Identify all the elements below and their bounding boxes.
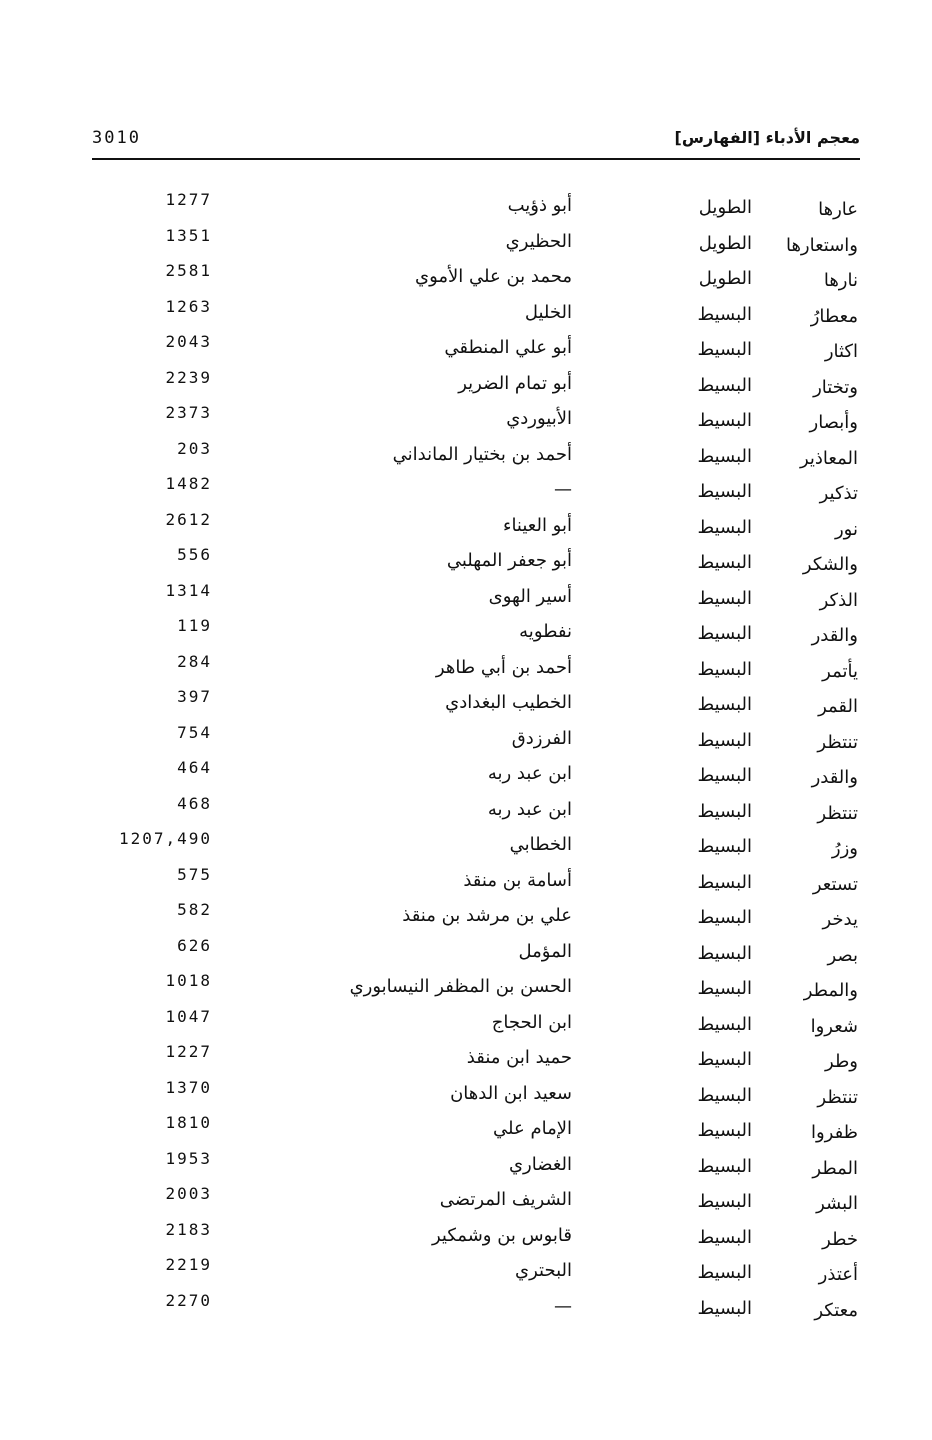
poetic-meter: البسيط [697,1120,752,1141]
header-rule [92,158,860,160]
page-reference: 2239 [165,367,212,387]
table-row [92,510,862,546]
rhyme-word: والقدر [811,767,858,788]
poet-name: أحمد بن بختيار المانداني [392,443,572,465]
poet-name: الحظيري [505,230,572,252]
poetic-meter: البسيط [697,658,752,680]
rhyme-word: ظفروا [810,1122,858,1143]
table-row [92,261,862,297]
poet-name: الخطابي [509,834,572,855]
poetic-meter: البسيط [697,1191,752,1212]
table-row [92,545,862,581]
page-reference: 754 [177,722,212,742]
poet-name: ابن عبد ربه [487,763,572,784]
rhyme-word: اكثار [824,341,858,362]
rhyme-word: تنتظر [817,802,858,824]
poetic-meter: البسيط [697,587,752,609]
poetic-meter: البسيط [697,765,752,786]
table-row [92,1113,862,1149]
poetic-meter: البسيط [697,1226,752,1248]
page-reference: 1207,490 [118,829,212,848]
page-reference: 1314 [165,580,212,600]
poet-name: الشريف المرتضى [439,1189,572,1210]
rhyme-word: معتكر [814,1299,858,1321]
poetic-meter: البسيط [697,729,752,751]
poet-name: أبو جعفر المهلبي [446,550,572,571]
rhyme-word: نارها [823,270,858,291]
rhyme-word: والشكر [802,554,858,575]
rhyme-word: والمطر [803,980,858,1001]
poet-name: ابن عبد ربه [487,798,572,820]
poet-name: أبو ذؤيب [507,195,572,216]
page-reference: 1953 [165,1148,212,1168]
table-row [92,1007,862,1043]
page-reference: 284 [177,651,212,671]
poet-name: أسير الهوى [488,585,572,607]
poetic-meter: البسيط [697,374,752,396]
poetic-meter: البسيط [697,907,752,928]
running-title: معجم الأدباء [الفهارس] [674,128,860,147]
poetic-meter: البسيط [697,1049,752,1070]
rhyme-word: شعروا [810,1015,858,1037]
poetic-meter: البسيط [697,1084,752,1106]
poet-name: حميد ابن منقذ [466,1047,572,1068]
table-row [92,687,862,723]
table-row [92,1149,862,1185]
table-row [92,616,862,652]
table-row [92,971,862,1007]
poetic-meter: البسيط [697,303,752,325]
rhyme-word: وتختار [813,376,858,398]
rhyme-word: تنتظر [817,1086,858,1108]
page-header [92,128,860,160]
poet-name: سعيد ابن الدهان [450,1082,572,1104]
rhyme-word: المعاذير [799,447,858,469]
poet-name: الفرزدق [511,727,572,749]
poet-name: الحسن بن المظفر النيسابوري [349,976,572,997]
page-reference: 203 [177,438,212,458]
poetic-meter: البسيط [697,445,752,467]
poetic-meter: البسيط [697,552,752,573]
table-row [92,190,862,226]
poet-name: المؤمل [518,940,572,962]
poet-name: الخطيب البغدادي [445,692,572,713]
page-reference: 2581 [165,261,212,280]
page-reference: 2219 [165,1255,212,1274]
poetic-meter: الطويل [698,232,752,254]
page-reference: 582 [177,900,212,919]
page-number: 3010 [92,128,141,148]
page-reference: 2373 [165,403,212,422]
poetic-meter: البسيط [697,481,752,502]
page-reference: 397 [177,687,212,706]
page-reference: 1810 [165,1113,212,1132]
table-row [92,297,862,333]
poetic-meter: البسيط [697,623,752,644]
rhyme-word: والقدر [811,625,858,646]
rhyme-word: عارها [818,199,858,220]
page-reference: 1351 [165,225,212,245]
poet-name: علي بن مرشد بن منقذ [402,905,572,926]
page-reference: 1263 [165,296,212,316]
rhyme-word: الذكر [819,589,858,611]
rhyme-word: البشر [816,1193,858,1214]
poetic-meter: البسيط [697,942,752,964]
poet-name: الغضاري [508,1153,572,1175]
rhyme-word: بصر [827,944,858,966]
poet-name: البحتري [515,1260,572,1281]
rhyme-word: تستعر [812,873,858,895]
rhyme-word: نور [834,518,858,540]
page-reference: 1047 [165,1006,212,1026]
table-row [92,723,862,759]
poetic-meter: البسيط [697,1297,752,1319]
poet-name: قابوس بن وشمكير [431,1224,572,1246]
poet-name: الأبيوردي [506,408,572,429]
table-row [92,439,862,475]
poetic-meter: البسيط [697,694,752,715]
poet-name: نفطويه [519,621,572,642]
table-row [92,403,862,439]
table-row [92,936,862,972]
poetic-meter: البسيط [697,871,752,893]
poet-name: أبو العيناء [502,514,572,536]
page-reference: 2270 [165,1290,212,1310]
table-row [92,1255,862,1291]
poet-name: أبو تمام الضرير [458,372,572,394]
table-row [92,332,862,368]
verse-index-table [92,190,862,1326]
table-row [92,1184,862,1220]
table-row [92,1078,862,1114]
poetic-meter: البسيط [697,800,752,822]
poet-name: — [554,1295,572,1317]
poetic-meter: البسيط [697,1262,752,1283]
rhyme-word: وزرُ [831,838,858,859]
rhyme-word: معطارُ [810,305,858,327]
poetic-meter: البسيط [697,978,752,999]
page-reference: 2183 [165,1219,212,1239]
poet-name: أبو علي المنطقي [444,337,572,358]
page-reference: 468 [177,793,212,813]
poetic-meter: البسيط [697,410,752,431]
page-reference: 119 [177,616,212,635]
rhyme-word: خطر [822,1228,858,1250]
poet-name: الخليل [524,301,572,323]
poet-name: ابن الحجاج [491,1011,572,1033]
table-row [92,829,862,865]
table-row [92,1220,862,1256]
page-reference: 464 [177,758,212,777]
table-row [92,900,862,936]
page-reference: 1227 [165,1042,212,1061]
poetic-meter: البسيط [697,1013,752,1035]
poetic-meter: الطويل [698,197,752,218]
page-reference: 1370 [165,1077,212,1097]
rhyme-word: يدخر [822,909,858,930]
page-reference: 2003 [165,1184,212,1203]
rhyme-word: المطر [812,1157,858,1179]
page-reference: 556 [177,545,212,564]
poetic-meter: البسيط [697,339,752,360]
poet-name: الإمام علي [493,1118,572,1139]
poetic-meter: البسيط [697,836,752,857]
page-reference: 1018 [165,971,212,990]
rhyme-word: وأبصار [809,412,858,433]
table-row [92,368,862,404]
poet-name: أحمد بن أبي طاهر [435,656,572,678]
poetic-meter: البسيط [697,1155,752,1177]
rhyme-word: تنتظر [817,731,858,753]
rhyme-word: القمر [818,696,858,717]
page-reference: 1277 [165,190,212,209]
page-reference: 626 [177,935,212,955]
poet-name: محمد بن علي الأموي [415,266,572,287]
page-reference: 1482 [165,474,212,493]
table-row [92,581,862,617]
table-row [92,652,862,688]
rhyme-word: أعتذر [818,1264,858,1285]
rhyme-word: تذكير [819,483,858,504]
poet-name: أسامة بن منقذ [463,869,572,891]
poetic-meter: الطويل [698,268,752,289]
poetic-meter: البسيط [697,516,752,538]
rhyme-word: يأتمر [822,660,858,682]
page-reference: 2612 [165,509,212,529]
table-row [92,794,862,830]
table-row [92,1042,862,1078]
page-reference: 2043 [165,332,212,351]
page-reference: 575 [177,864,212,884]
rhyme-word: واستعارها [785,234,858,256]
poet-name: — [554,479,572,500]
table-row [92,1291,862,1327]
table-row [92,865,862,901]
table-row [92,226,862,262]
rhyme-word: وطر [825,1051,858,1072]
table-row [92,474,862,510]
table-row [92,758,862,794]
